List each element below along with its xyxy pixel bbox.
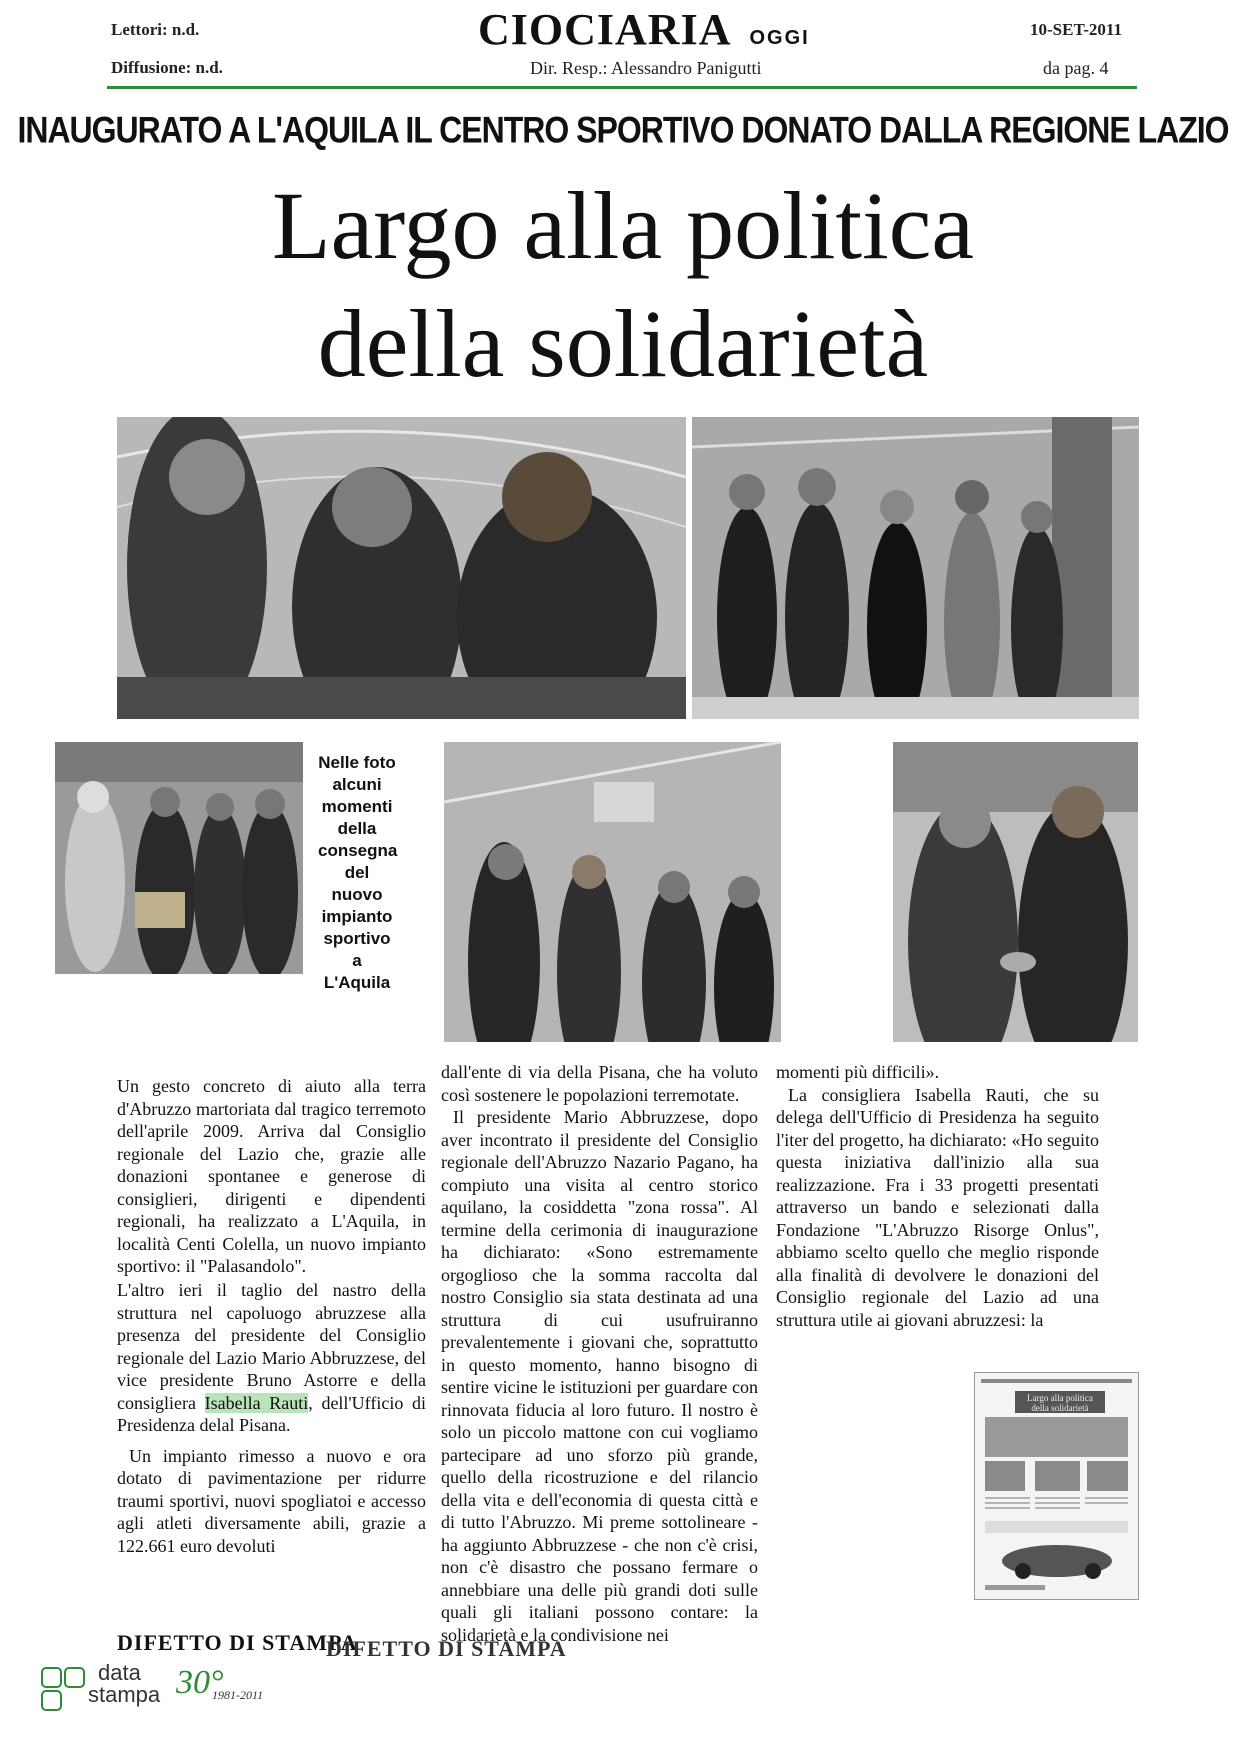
headline-line-2: della solidarietà [317,290,929,397]
article-kicker: INAUGURATO A L'AQUILA IL CENTRO SPORTIVO DONATO DALLA REGIONE LAZIO [17,109,1229,151]
thumbnail-title [1015,1393,1105,1413]
col2-paragraph-2: Il presidente Mario Abbruzzese, dopo aver incontrato il presidente del Consiglio regionale dell'Abruzzo Nazario Pagano, ha compiuto una visita al centro storico aquilano, la cosiddetta "zona rossa". Al termine della cerimonia di inaugurazione ha dichiarato: «Sono estremamente orgoglioso che la somma raccolta dal nostro Consiglio sia stata destinata ad una struttura di cui usufruiranno prevalentemente i giovani che, soprattutto in questo momento, hanno bisogno di sentire vicine le istituzioni per guardare con rinnovata fiducia al loro futuro. Il nostro è solo un piccolo mattone con cui vogliamo partecipare ad uno sforzo più grande, quello della ricostruzione e del rilancio della vita e dell'economia di questa città e di tutto l'Abruzzo. Mi preme sottolineare - ha aggiunto Abbruzzese - che non c'è crisi, non c'è disastro che possano fermare o annebbiare una delle più grandi doti sulle quali gli italiani possono contare: la solidarietà e la condivisione nei [441,1107,758,1645]
article-column-2 [441,1061,758,1646]
photo-ribbon-cutting [117,417,686,719]
anniversary-years: 1981-2011 [212,1688,264,1702]
masthead-suffix: OGGI [749,27,810,49]
date-label: 10-SET-2011 [1030,20,1122,39]
photo-plaque-unveiling [444,742,781,1042]
page-thumbnail [974,1372,1139,1600]
director-label: Dir. Resp.: Alessandro Panigutti [530,58,762,78]
photo-handshake [893,742,1138,1042]
photo-caption: Nelle foto alcuni momenti della consegna del nuovo impianto sportivo a L'Aquila [318,753,398,992]
article-column-1-lower [117,1279,426,1557]
headline-line-1: Largo alla politica [272,172,974,279]
article-column-3 [776,1061,1099,1331]
readers-label: Lettori: n.d. [111,20,200,39]
datastampa-logo [40,1666,86,1717]
highlighted-name: Isabella Rauti [204,1392,309,1413]
header-rule [107,86,1137,89]
logo-line-1: data [98,1660,141,1685]
page-ref-label: da pag. 4 [1043,58,1109,78]
anniversary-mark: 30° [176,1664,224,1701]
col1-paragraph-2 [117,1279,426,1437]
article-column-1 [117,1075,426,1278]
datastampa-logo-text [88,1660,161,1707]
print-defect-banner-right: DIFETTO DI STAMPA [326,1636,567,1661]
thumbnail-title-line-2: della solidarietà [1031,1403,1089,1413]
col3-paragraph-2: La consigliera Isabella Rauti, che su delega dell'Ufficio di Presidenza ha seguito l'iter del progetto, ha dichiarato: «Ho seguito questa iniziativa dall'inizio alla sua realizzazione. Fra i 33 progetti presentati attraverso un bando e selezionati dalla Fondazione "L'Abruzzo Risorge Onlus", abbiamo scelto quello che meglio risponde alla finalità di devolvere le donazioni del Consiglio regionale del Lazio ad una struttura utile ai giovani abruzzesi: la [776,1084,1099,1330]
col2-paragraph-1: dall'ente di via della Pisana, che ha voluto così sostenere le popolazioni terremotate. [441,1062,758,1105]
print-defect-banner-left: DIFETTO DI STAMPA [117,1630,358,1655]
masthead [478,4,810,55]
thumbnail-title-line-1: Largo alla politica [1027,1393,1093,1403]
col1-paragraph-2-text-b: , dell'Ufficio di Presidenza delal Pisana. [117,1392,426,1435]
photo-group-ceremony [692,417,1139,719]
masthead-title: CIOCIARIA [478,5,732,54]
datastampa-logo-mark [40,1666,86,1712]
photo-handshake-plaque [55,742,303,974]
col1-paragraph-3: Un impianto rimesso a nuovo e ora dotato di pavimentazione per ridurre traumi sportivi, nuovi spogliatoi e accesso agli atleti diversamente abili, grazie a 122.661 euro devoluti [117,1445,426,1556]
logo-line-2: stampa [88,1682,161,1707]
col1-paragraph-2-text-a: L'altro ieri il taglio del nastro della struttura nel capoluogo abruzzese alla presenza del presidente del Consiglio regionale del Lazio Mario Abbruzzese, del vice presidente Bruno Astorre e della consigliera [117,1280,426,1413]
col3-paragraph-1: momenti più difficili». [776,1062,940,1082]
circulation-label: Diffusione: n.d. [111,58,223,77]
col1-paragraph-1: Un gesto concreto di aiuto alla terra d'Abruzzo martoriata dal tragico terremoto dell'aprile 2009. Arriva dal Consiglio regionale del Lazio che, grazie alle donazioni spontanee e generose di consiglieri, dirigenti e dipendenti regionali, ha realizzato a L'Aquila, in località Centi Colella, un nuovo impianto sportivo: il "Palasandolo". [117,1076,426,1276]
